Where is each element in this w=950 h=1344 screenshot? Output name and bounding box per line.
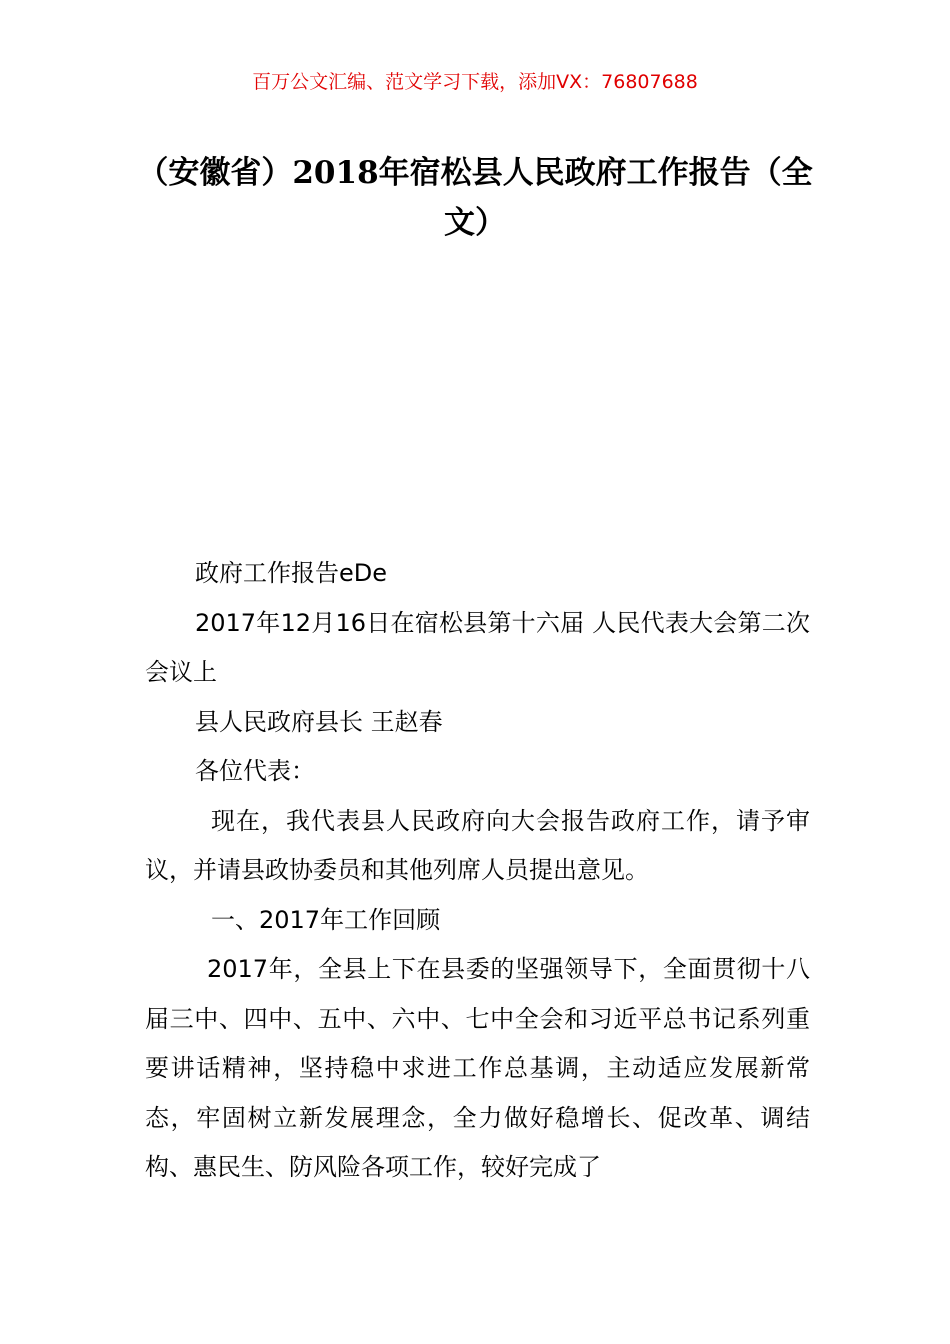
report-name-line: 政府工作报告eDe	[195, 559, 388, 587]
document-title: （安徽省）2018年宿松县人民政府工作报告（全文）	[137, 155, 813, 241]
speaker-line: 县人民政府县长 王赵春	[195, 707, 443, 736]
section-heading: 一、2017年工作回顾	[211, 905, 441, 934]
review-paragraph: 2017年，全县上下在县委的坚强领导下，全面贯彻十八届三中、四中、五中、六中、七中全会和习近平总书记系列重要讲话精神，坚持稳中求进工作总基调，主动适应发展新常态，牢固树立新发展理念，全力做好稳增长、促改革、调结构、惠民生、防风险各项工作，较好完成了	[145, 955, 810, 1181]
intro-paragraph: 现在，我代表县人民政府向大会报告政府工作，请予审议，并请县政协委员和其他列席人员提出意见。	[145, 806, 810, 884]
meeting-info-line: 2017年12月16日在宿松县第十六届 人民代表大会第二次会议上	[145, 608, 810, 686]
header-banner: 百万公文汇编、范文学习下载，添加VX：76807688	[252, 71, 698, 93]
salutation-line: 各位代表：	[195, 757, 315, 785]
document-body	[145, 549, 810, 1193]
